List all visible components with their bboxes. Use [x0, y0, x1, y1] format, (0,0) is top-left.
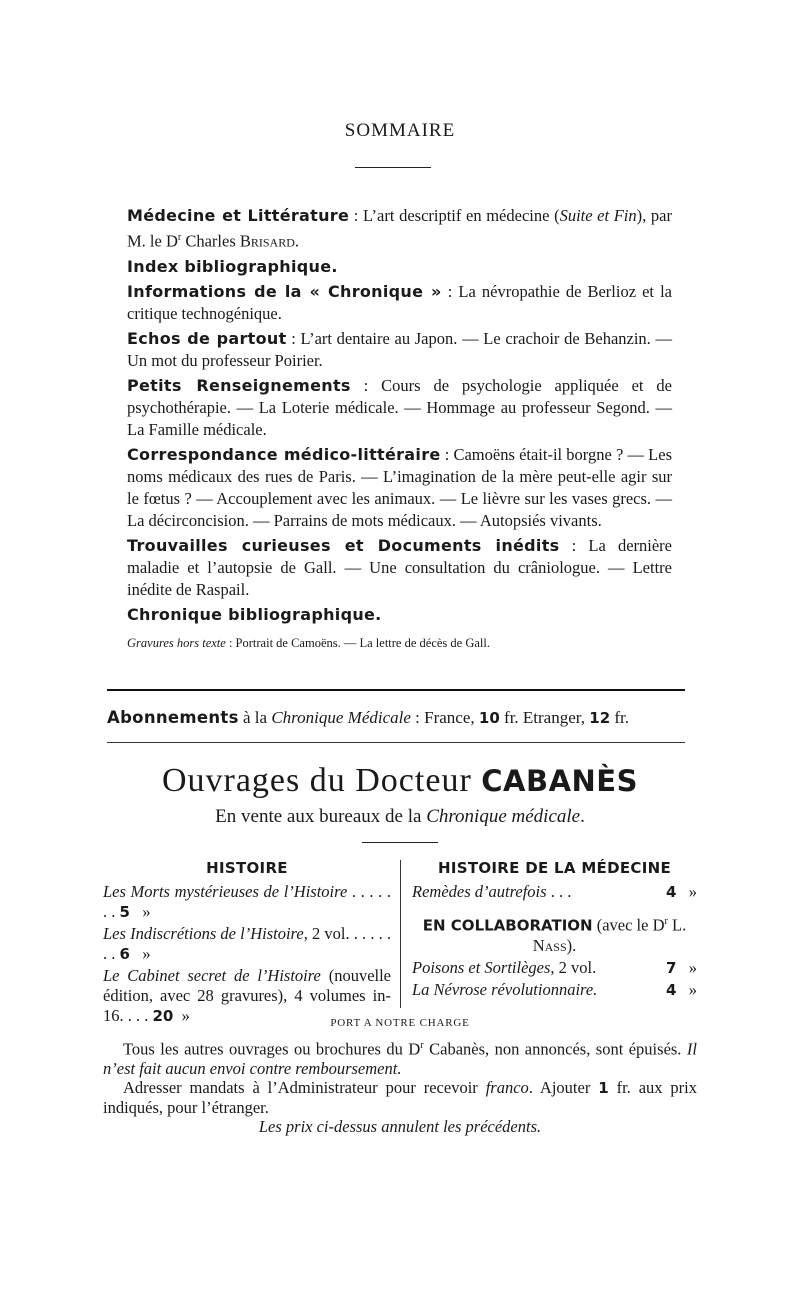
book-title: Poisons et Sortilèges — [412, 957, 551, 977]
book-price: 4 — [665, 883, 677, 901]
subtitle-text: En vente aux bureaux de la — [215, 806, 427, 827]
toc-text-italic: Suite et Fin — [559, 206, 637, 225]
footer-text: Tous les autres ouvrages ou brochures du D — [123, 1039, 421, 1059]
book-detail: (nouvelle édition, avec 28 gravures), 4 volumes in-16. — [103, 966, 392, 1025]
book-dots: . . . — [123, 1006, 153, 1025]
book-entry — [103, 924, 391, 964]
book-detail: , 2 vol. — [303, 924, 350, 943]
book-price-unit: » — [688, 979, 697, 999]
abonnements-text: fr. Etranger, — [499, 708, 590, 727]
toc-entry-correspondance — [127, 444, 672, 532]
book-title: Le Cabinet secret de l’Histoire — [103, 966, 321, 985]
book-entry — [103, 882, 391, 922]
toc-text: : La névropathie de Berlioz et la critique technogénique. — [127, 281, 672, 323]
book-price-unit: » — [688, 957, 697, 977]
title-rule — [355, 167, 431, 168]
book-price-unit: » — [181, 1006, 190, 1025]
toc-entry-chronique-bibliographique — [127, 604, 672, 626]
toc-heading: Echos de partout — [127, 328, 287, 348]
toc-entry-medecine-litterature — [127, 205, 672, 253]
book-title: Les Indiscrétions de l’Histoire — [103, 924, 304, 943]
toc-entry-renseignements — [127, 375, 672, 441]
toc-heading: Trouvailles curieuses et Documents inédits — [127, 535, 560, 555]
histoire-medecine-column — [412, 858, 697, 1002]
book-entry — [412, 882, 697, 902]
book-title: Les Morts mystérieuses de l’Histoire — [103, 882, 348, 901]
footer-paragraph — [103, 1078, 697, 1117]
footer-sup: r — [420, 1040, 424, 1051]
etranger-price: 12 — [589, 709, 611, 727]
footer-final-note: Les prix ci-dessus annulent les précédents. — [258, 1116, 542, 1136]
book-price: 5 — [119, 903, 130, 921]
ouvrages-title — [0, 762, 800, 800]
toc-text: : La dernière maladie et l’autopsie de Gall. — Une consultation du crâniologue. — Lettre inédite de Raspail. — [127, 535, 673, 599]
journal-name: Chronique médicale — [426, 806, 581, 827]
book-price-unit: » — [142, 944, 151, 963]
gravures-text: : Portrait de Camoëns. — La lettre de décès de Gall. — [225, 635, 490, 650]
book-price-unit: » — [688, 882, 697, 901]
section-rule-top — [107, 689, 685, 691]
toc-heading: Informations de la « Chronique » — [127, 281, 442, 301]
footer-text-italic: Il n’est fait aucun envoi contre remboursement. — [103, 1039, 697, 1078]
abonnements-text: à la — [238, 708, 272, 727]
toc-text: : L’art descriptif en médecine ( — [349, 206, 560, 225]
book-detail: , 2 vol. — [550, 957, 597, 977]
footer-paragraph — [103, 1036, 697, 1078]
gravures-label: Gravures hors texte — [127, 635, 226, 650]
abonnements-text: fr. — [610, 708, 630, 727]
collaboration-text: (avec le D — [592, 915, 665, 935]
footer-notes — [103, 1036, 697, 1136]
footer-text: . Ajouter — [528, 1077, 599, 1097]
collaboration-sup: r — [664, 916, 668, 927]
book-entry — [412, 958, 697, 978]
footer-text: Cabanès, non annoncés, sont épuisés. — [423, 1039, 687, 1059]
book-dots: . . . . . . . — [103, 882, 391, 921]
author-name: Brisard — [239, 231, 295, 251]
collaboration-heading-block — [412, 912, 697, 956]
toc-entry-index — [127, 256, 672, 278]
table-of-contents — [127, 205, 672, 654]
section-rule-bottom — [107, 742, 685, 743]
histoire-heading: HISTOIRE — [206, 859, 288, 877]
book-price: 4 — [665, 980, 677, 999]
toc-text: : Cours de psychologie appliquée et de psychothérapie. — La Loterie médicale. — Hommage au professeur Segond. — La Famille médicale. — [127, 375, 672, 439]
footer-text-italic: franco — [485, 1077, 529, 1097]
toc-entry-informations — [127, 281, 672, 325]
book-price: 20 — [152, 1007, 174, 1025]
book-price: 6 — [119, 945, 130, 963]
sommaire-title: SOMMAIRE — [344, 120, 456, 141]
footer-text: fr. aux prix indiqués, pour l’étranger. — [103, 1077, 698, 1117]
book-entry — [412, 980, 697, 1000]
toc-heading: Petits Renseignements — [127, 375, 351, 395]
toc-text: . — [294, 231, 300, 251]
ouvrages-subtitle — [0, 806, 800, 828]
toc-text: : Camoëns était-il borgne ? — Les noms médicaux des rues de Paris. — L’imagination de la mère peut-elle agir sur le fœtus ? — Accouplement avec les animaux. — Le lièvre sur les vases grecs. — La décirconcision. — Parrains de mots médicaux. — Autopsiés vivants. — [127, 444, 672, 530]
toc-text: Charles — [181, 231, 240, 251]
abonnements-text: : France, — [410, 708, 479, 727]
toc-entry-echos — [127, 328, 672, 372]
toc-text: ), par M. le D — [127, 206, 672, 251]
collaboration-text: L. — [667, 915, 687, 935]
port-notice: PORT A NOTRE CHARGE — [330, 1017, 470, 1029]
subtitle-text: . — [580, 806, 585, 827]
subtitle-rule — [362, 842, 438, 843]
book-dots: . . . . . . . — [103, 924, 392, 963]
ouvrages-title-text: Ouvrages du Docteur — [161, 762, 482, 799]
collaboration-heading: EN COLLABORATION — [422, 916, 593, 935]
book-price-unit: » — [142, 902, 151, 921]
journal-name: Chronique Médicale — [271, 708, 411, 727]
toc-text: : L’art dentaire au Japon. — Le crachoir de Behanzin. — Un mot du professeur Poirier. — [127, 328, 672, 370]
toc-heading: Correspondance médico-littéraire — [127, 444, 441, 464]
column-divider — [400, 860, 401, 1008]
abonnements-line — [107, 708, 697, 728]
abonnements-heading: Abonnements — [107, 708, 239, 727]
book-price: 7 — [665, 958, 677, 977]
surcharge-price: 1 — [598, 1078, 609, 1097]
toc-heading: Chronique bibliographique. — [127, 604, 382, 624]
france-price: 10 — [478, 709, 500, 727]
collaboration-text: ). — [566, 935, 577, 955]
book-dots: . . . — [546, 882, 572, 901]
toc-heading: Médecine et Littérature — [127, 206, 350, 225]
author-surname: CABANÈS — [481, 764, 639, 798]
toc-entry-trouvailles — [127, 535, 672, 601]
book-title: La Névrose révolutionnaire. — [412, 979, 598, 999]
histoire-medecine-heading: HISTOIRE DE LA MÉDECINE — [438, 859, 671, 877]
collaborator-name: Nass — [532, 935, 567, 955]
book-title: Remèdes d’autrefois — [412, 882, 547, 901]
footer-text: Adresser mandats à l’Administrateur pour recevoir — [123, 1077, 486, 1097]
toc-heading: Index bibliographique. — [127, 256, 338, 276]
toc-sup: r — [177, 232, 182, 243]
histoire-column — [103, 858, 391, 1028]
gravures-note — [127, 632, 672, 654]
